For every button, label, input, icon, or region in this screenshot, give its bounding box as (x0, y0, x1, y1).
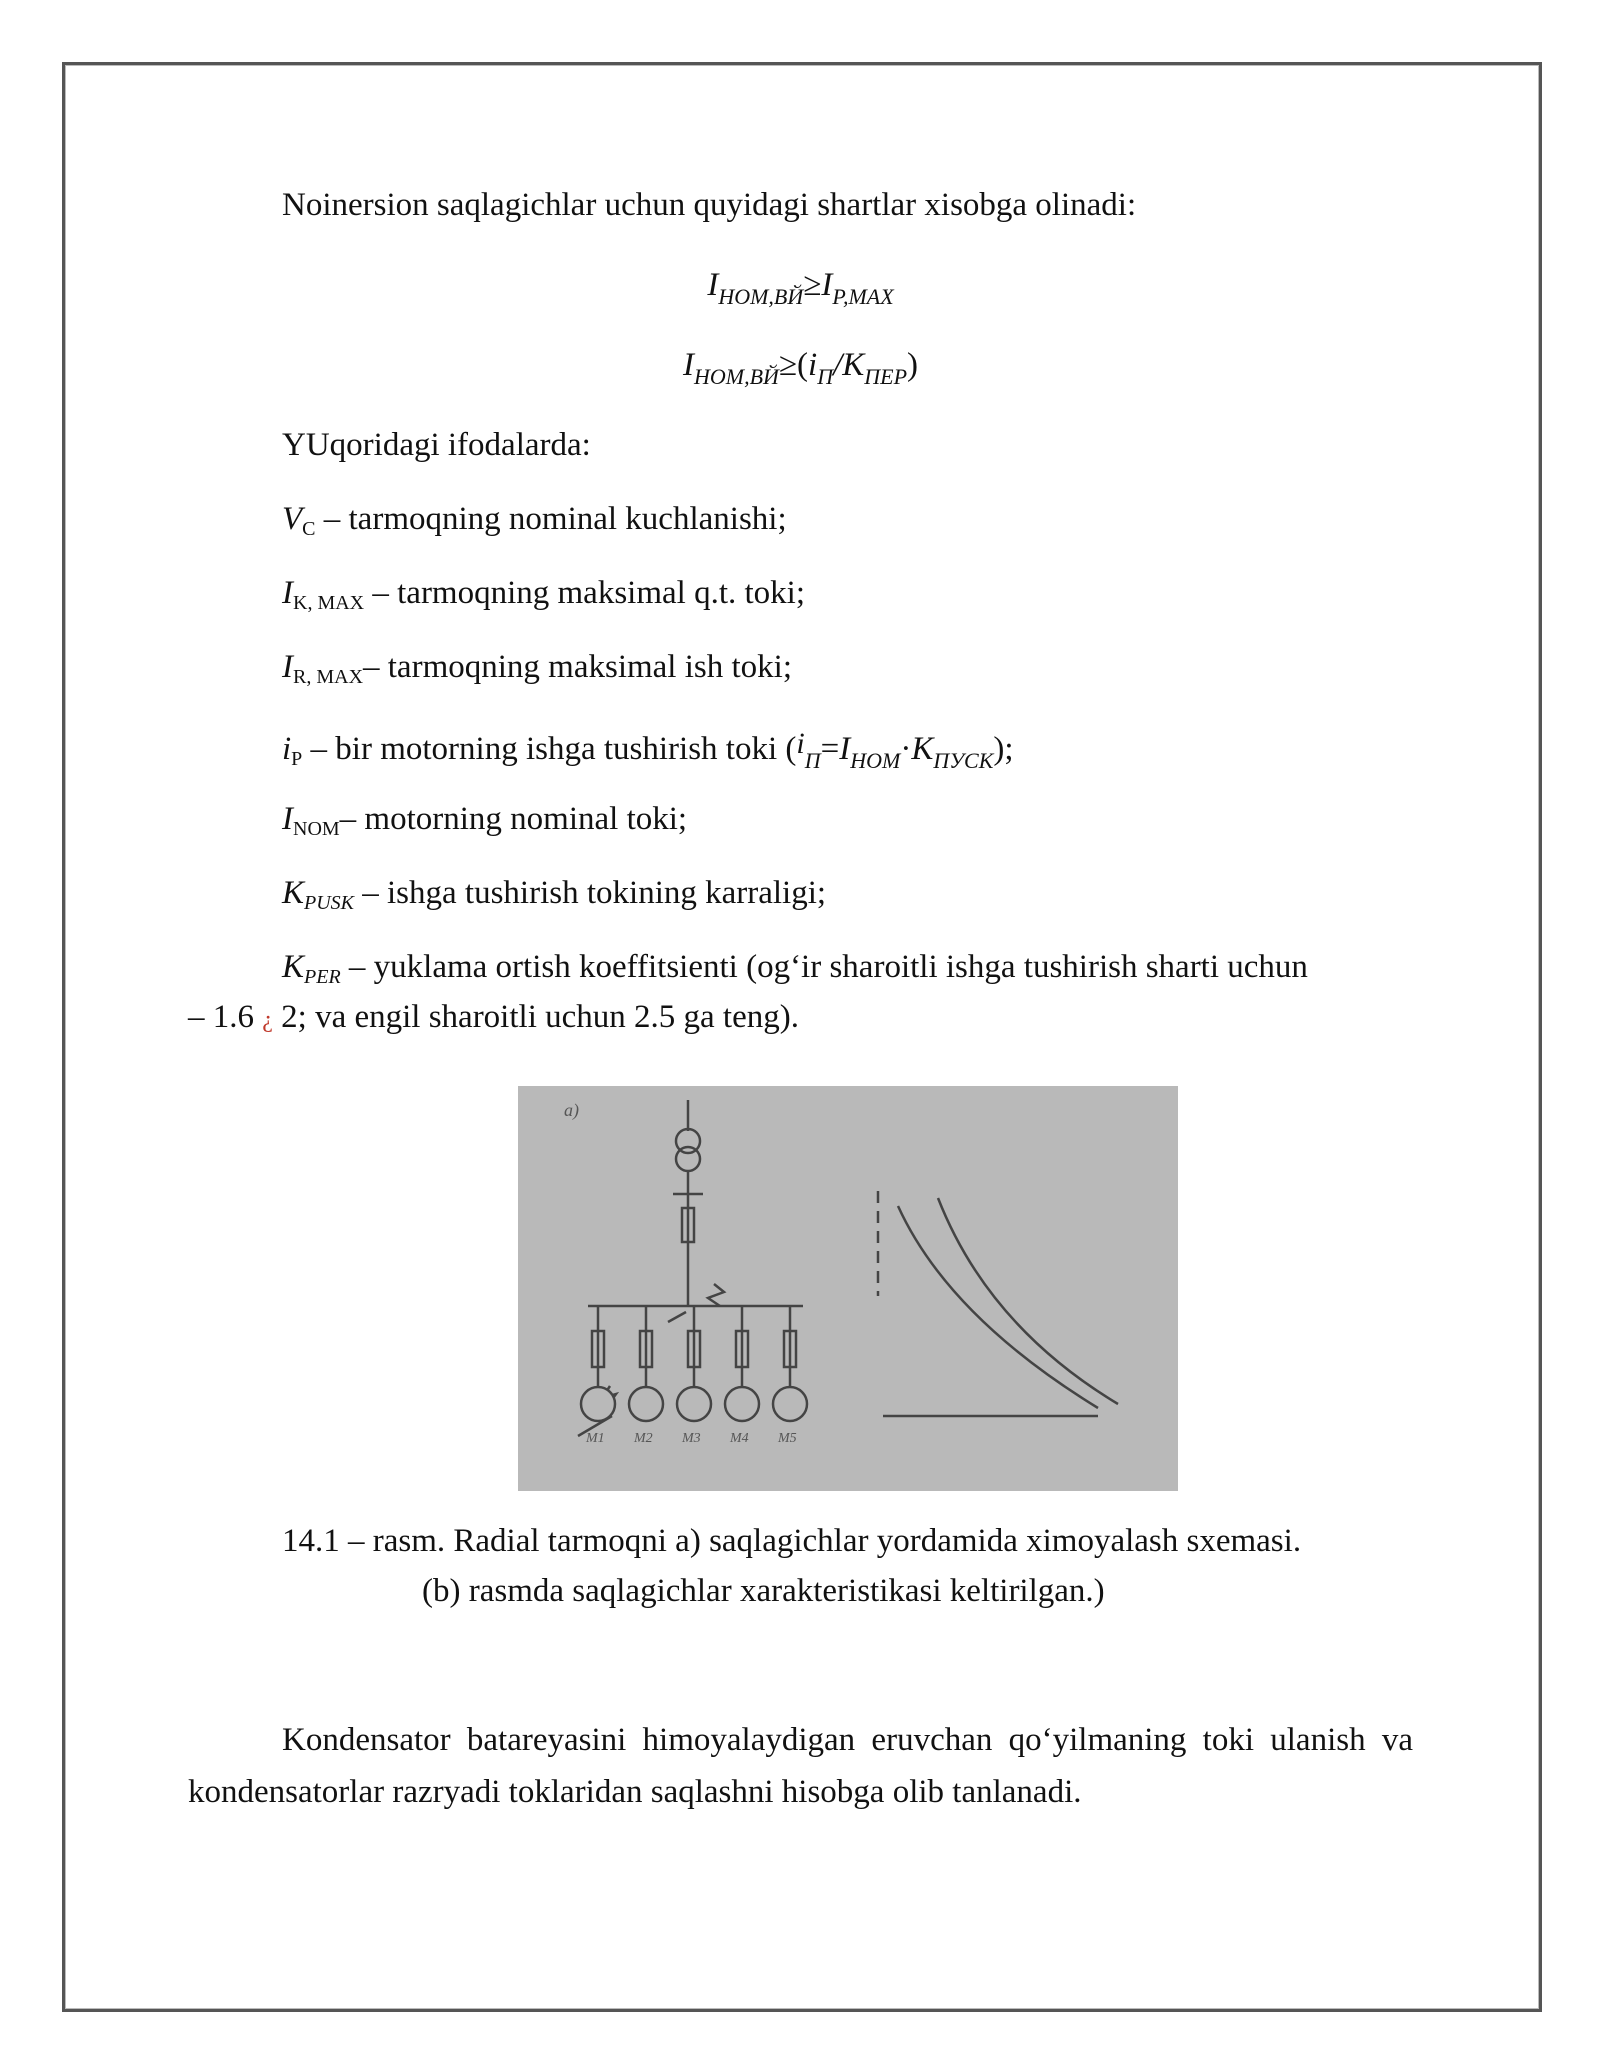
final-paragraph: Kondensator batareyasini himoyalaydigan eruvchan qo‘yilmaning toki ulanish va kondensatorlar razryadi toklaridan saqlashni hisobga olib tanlanadi. (188, 1722, 1413, 1810)
def-kpusk: $K_{PUSK}$ – ishga tushirish tokining karraligi; (282, 875, 827, 914)
def-ik-max: $I_{K, MAX}$ – tarmoqning maksimal q.t. toki; (282, 575, 806, 614)
def-vc: $V_C$ – tarmoqning nominal kuchlanishi; (282, 501, 787, 540)
def-ir-max: $I_{R, MAX}-$ tarmoqning maksimal ish toki; (282, 649, 792, 688)
def-kper-continued: – 1.6 ¿ 2; va engil sharoitli uchun 2.5 ga teng). (188, 999, 799, 1035)
def-inom: $I_{NOM}-$ motorning nominal toki; (282, 801, 688, 840)
def-kper: $K_{PER}$ – yuklama ortish koeffitsienti (og‘ir sharoitli ishga tushirish sharti uchun (282, 949, 1308, 988)
motor-label: M4 (730, 1431, 749, 1446)
motor-label: M3 (682, 1431, 701, 1446)
characteristic-curves (878, 1191, 1118, 1416)
formula-1: $I_{НОМ,ВЙ}\ge I_{P,MAX}$ (707, 267, 894, 309)
figure-drawing (518, 1086, 1178, 1491)
figure-caption-line-2: (b) rasmda saqlagichlar xarakteristikasi keltirilgan.) (422, 1573, 1105, 1609)
motor-labels (585, 1431, 797, 1446)
intro-paragraph: Noinersion saqlagichlar uchun quyidagi shartlar xisobga olinadi: (282, 187, 1137, 223)
figure-14-1 (518, 1086, 1178, 1491)
definitions-heading: YUqoridagi ifodalarda: (282, 427, 591, 463)
motor-label: M5 (778, 1431, 797, 1446)
motor-label: M1 (586, 1431, 605, 1446)
figure-label-a: a) (564, 1100, 579, 1120)
transformer-symbol (673, 1100, 703, 1306)
motors-row (581, 1387, 807, 1421)
figure-caption-line-1: 14.1 – rasm. Radial tarmoqni a) saqlagichlar yordamida ximoyalash sxemasi. (282, 1523, 1302, 1559)
def-ip: $i_P$ – bir motorning ishga tushirish toki $(i_П=I_{НОМ}\cdot K_{ПУСК})$; (282, 727, 1014, 773)
formula-2: $I_{НОМ,ВЙ}\ge(i_П/K_{ПЕР})$ (682, 347, 919, 389)
motor-label: M2 (634, 1431, 653, 1446)
